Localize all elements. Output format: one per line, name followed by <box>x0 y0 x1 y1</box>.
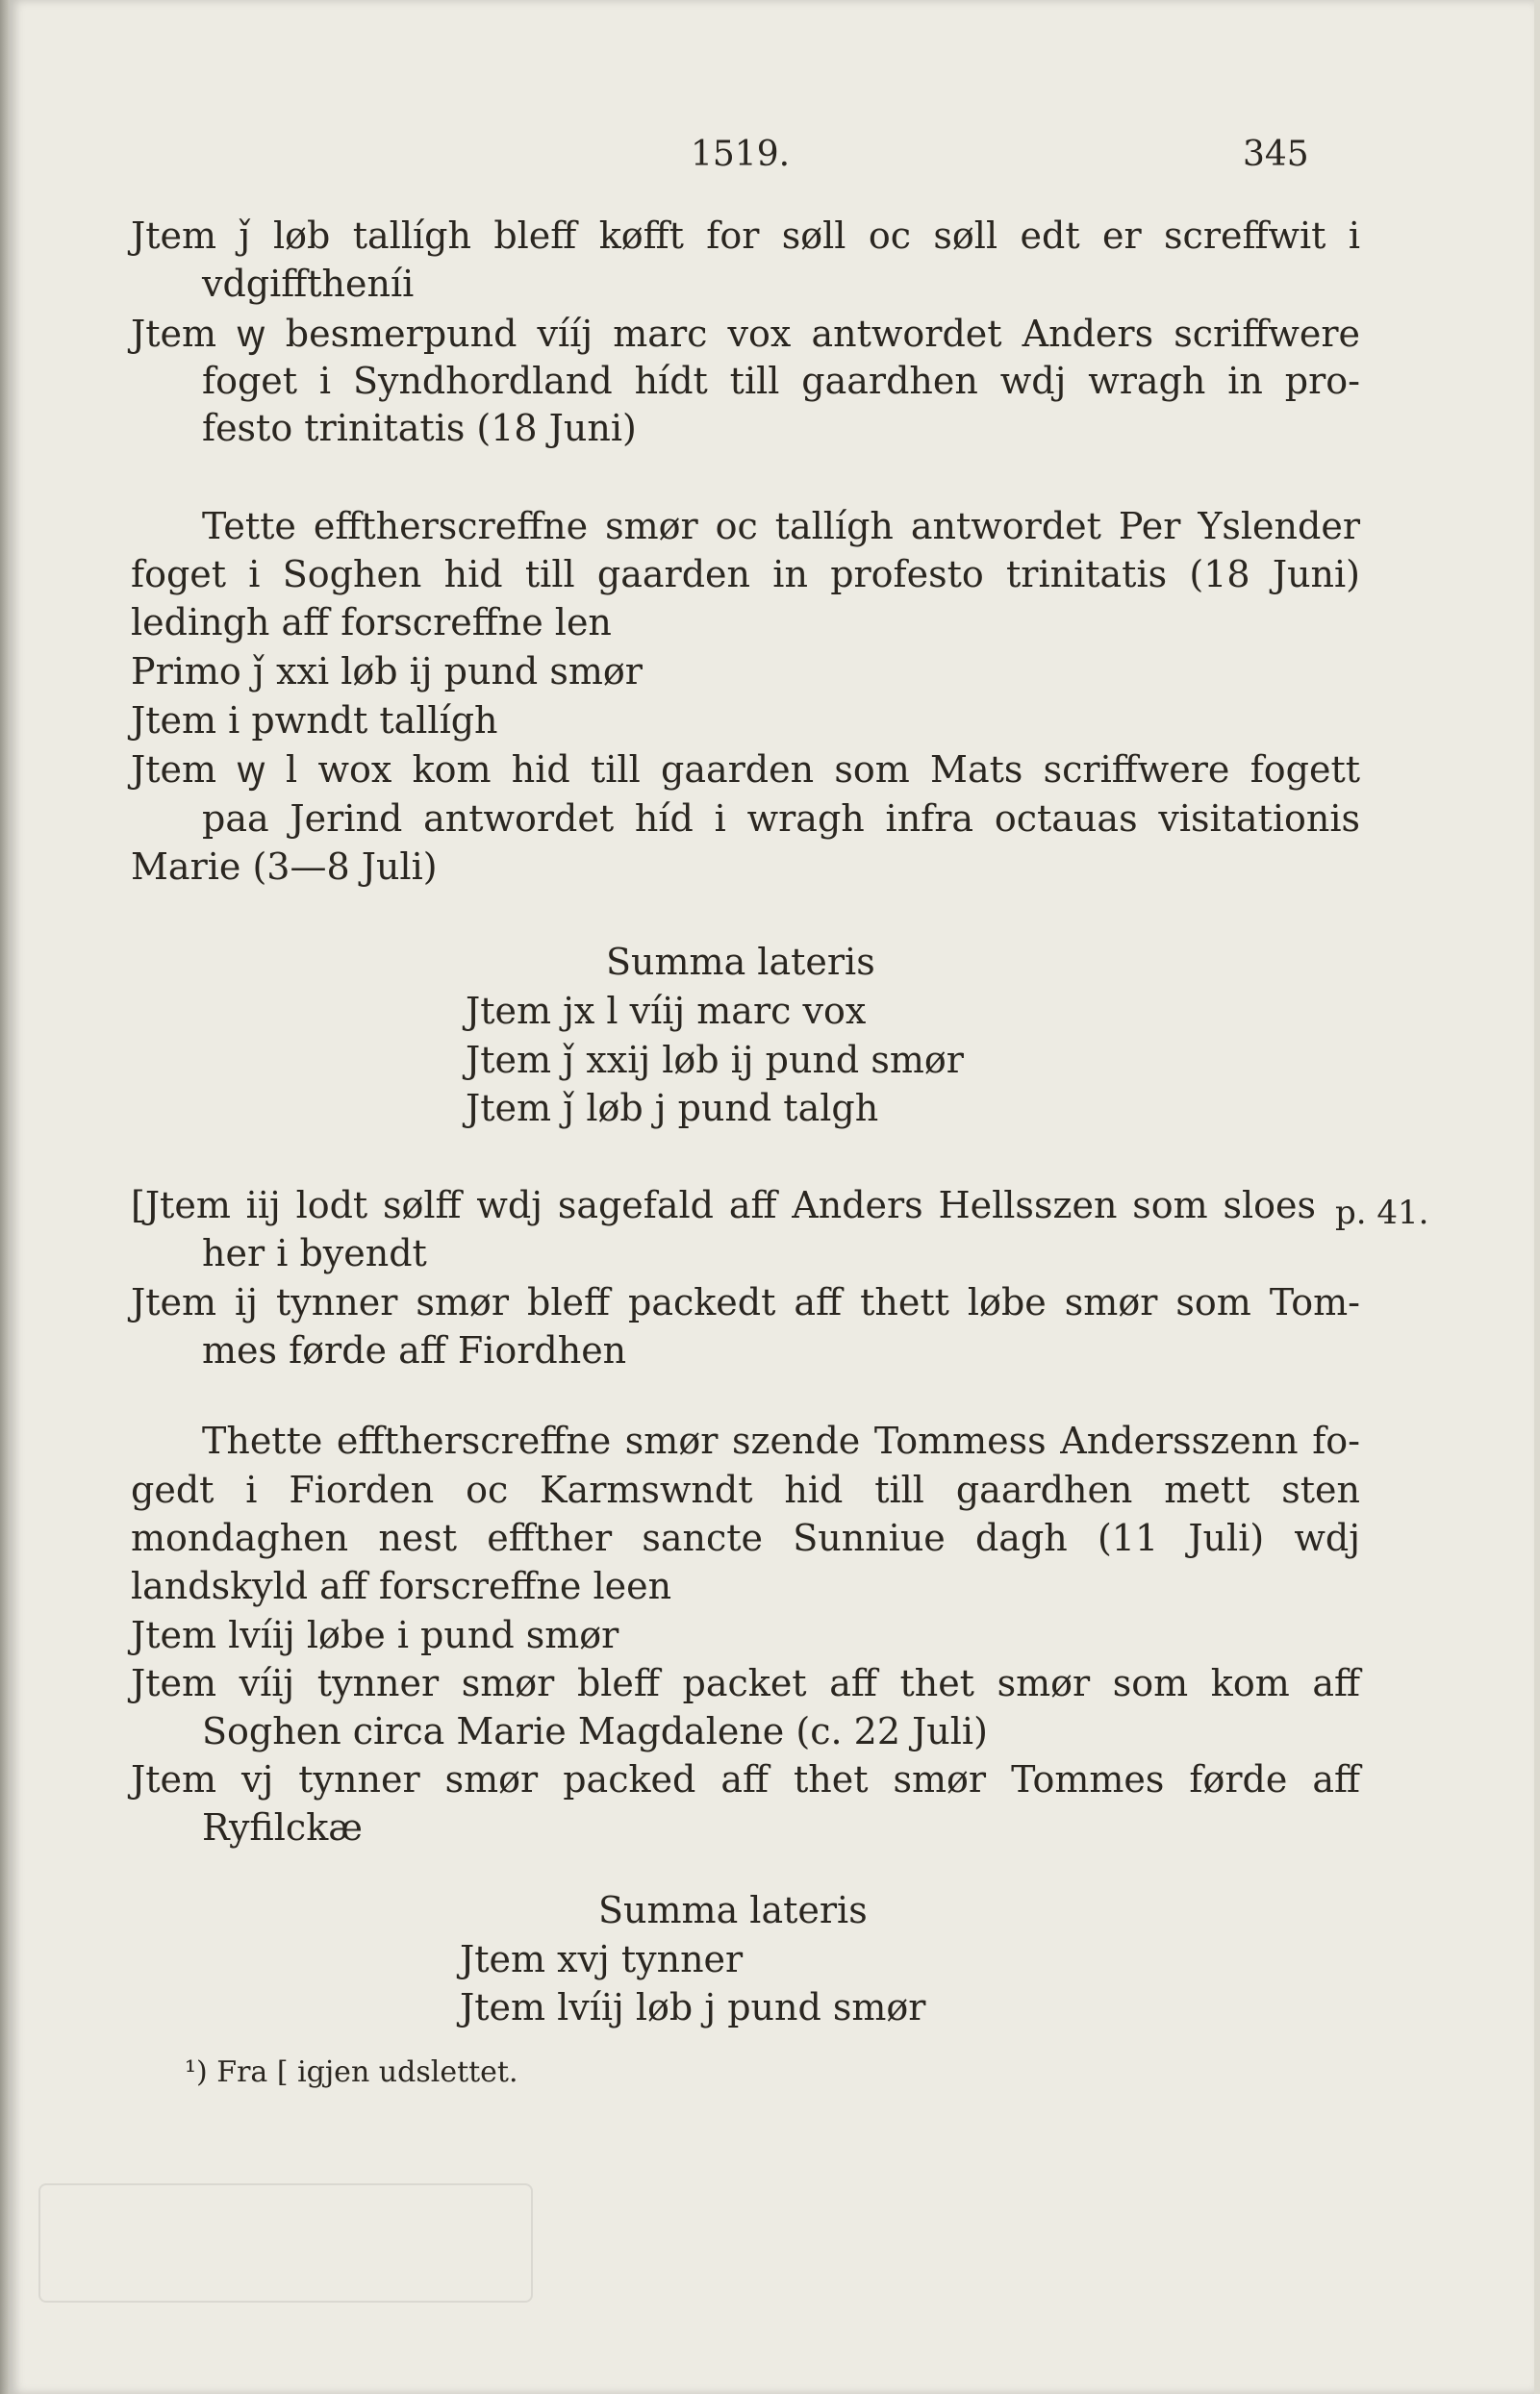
footnote: ¹) Fra [ igjen udslettet. <box>185 2055 518 2089</box>
summa-heading: Summa lateris <box>606 941 875 983</box>
text-line: [Jtem iij lodt sølff wdj sagefald aff Anders Hellsszen som sloes <box>131 1184 1316 1226</box>
text-line: mondaghen nest effther sancte Sunniue dagh (11 Juli) wdj <box>131 1517 1360 1559</box>
page <box>10 0 1534 2394</box>
text-line: Soghen circa Marie Magdalene (c. 22 Juli) <box>202 1710 988 1752</box>
text-line: Marie (3—8 Juli) <box>131 845 438 888</box>
text-line: Jtem víij tynner smør bleff packet aff thet smør som kom aff <box>131 1662 1360 1704</box>
text-line: Ryfilckæ <box>202 1806 363 1849</box>
page-binding-edge <box>0 0 10 2394</box>
summa-line: Jtem ǰ xxij løb ij pund smør <box>466 1039 964 1081</box>
summa-line: Jtem xvj tynner <box>460 1938 744 1980</box>
margin-note: p. 41. <box>1335 1194 1429 1232</box>
bleed-through-frame <box>38 2183 533 2303</box>
summa-line: Jtem lvíij løb j pund smør <box>460 1986 926 2029</box>
text-line: landskyld aff forscreffne leen <box>131 1565 672 1607</box>
text-line: Jtem ǰ løb tallígh bleff køfft for søll oc søll edt er screffwit i <box>131 214 1360 257</box>
summa-line: Jtem ǰ løb j pund talgh <box>466 1087 879 1129</box>
text-line: Jtem vj tynner smør packed aff thet smør Tommes førde aff <box>131 1758 1360 1801</box>
text-line: festo trinitatis (18 Juni) <box>202 407 637 449</box>
summa-line: Jtem jx l víij marc vox <box>466 990 867 1032</box>
text-line: Thette effthеrscreffne smør szende Tommess Andersszenn fo- <box>202 1420 1360 1462</box>
summa-heading: Summa lateris <box>598 1889 868 1931</box>
text-line: paa Jerind antwordet híd i wragh infra octauas visitationis <box>202 797 1360 840</box>
text-line: Jtem ꝡ besmerpund vííj marc vox antwordet Anders scriffwere <box>131 313 1360 355</box>
text-line: Tette effthеrscreffne smør oc tallígh antwordet Per Yslender <box>202 505 1360 547</box>
text-line: vdgifftheníi <box>202 263 415 305</box>
text-line: Jtem ꝡ l wox kom hid till gaarden som Mats scriffwere fogett <box>131 748 1360 791</box>
text-line: Jtem i pwndt tallígh <box>131 699 498 742</box>
text-line: mes førde aff Fiordhen <box>202 1329 627 1372</box>
text-line: Primo ǰ xxi løb ij pund smør <box>131 650 643 693</box>
text-line: foget i Soghen hid till gaarden in profesto trinitatis (18 Juni) <box>131 553 1360 595</box>
text-line: Jtem ij tynner smør bleff packedt aff thett løbe smør som Tom- <box>131 1281 1360 1323</box>
page-number: 345 <box>1243 135 1309 174</box>
text-line: her i byendt <box>202 1232 427 1274</box>
text-line: Jtem lvíij løbe i pund smør <box>131 1614 619 1656</box>
text-line: foget i Syndhordland hídt till gaardhen wdj wragh in pro- <box>202 360 1360 402</box>
text-line: ledingh aff forscreffne len <box>131 601 612 643</box>
page-year: 1519. <box>691 135 791 174</box>
text-line: gedt i Fiorden oc Karmswndt hid till gaardhen mett sten <box>131 1469 1360 1511</box>
